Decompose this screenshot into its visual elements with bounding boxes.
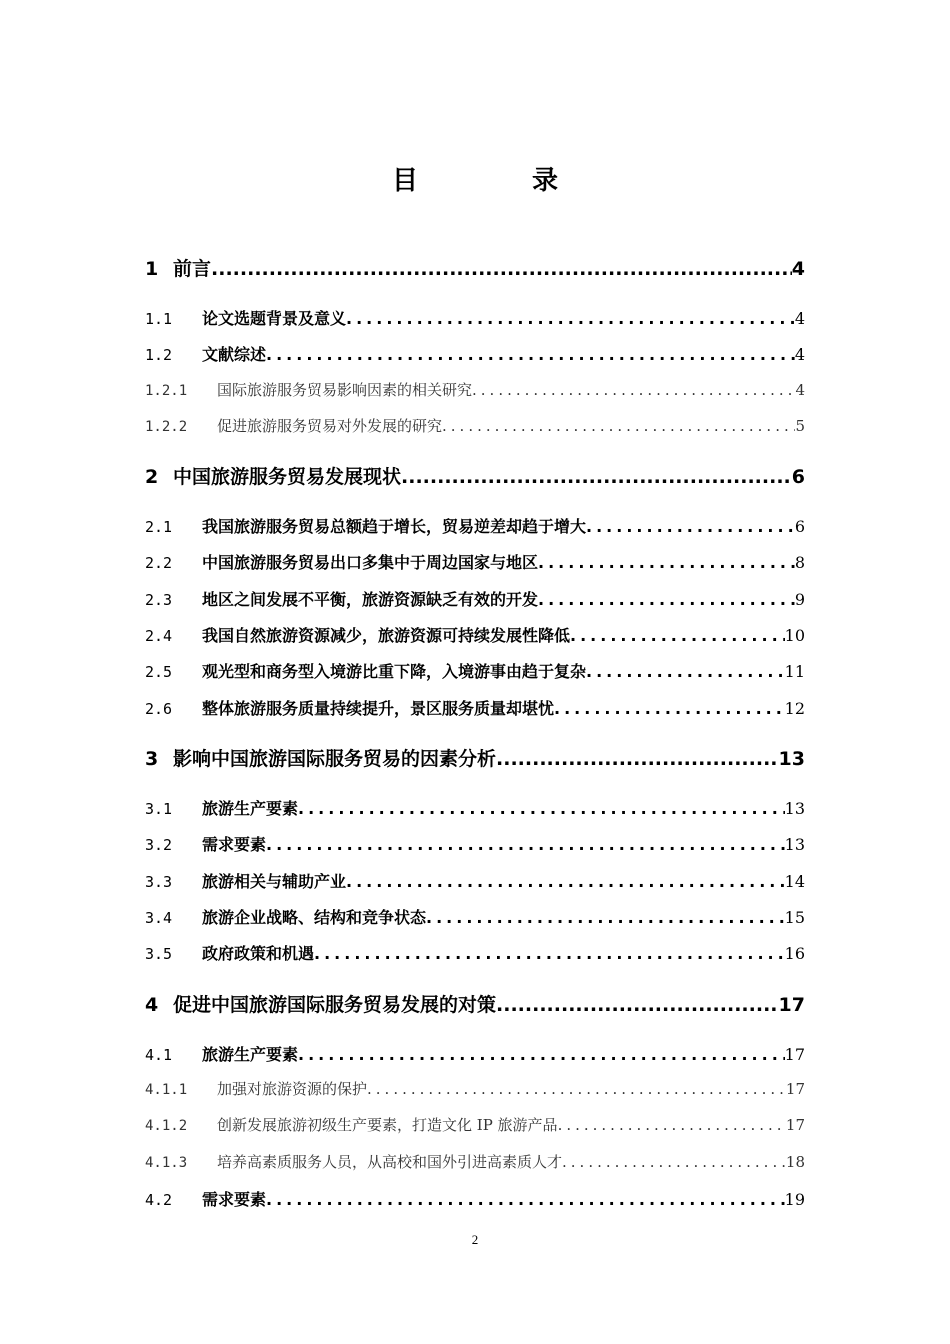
toc-entry[interactable] [145, 306, 805, 329]
toc-entry-number: 4.1.1 [145, 1082, 188, 1098]
toc-entry-number: 2.1 [145, 518, 173, 536]
page-number: 2 [471, 1232, 479, 1247]
toc-dot-leader [266, 835, 785, 854]
toc-entry[interactable] [145, 905, 805, 928]
toc-entry-label: 我国旅游服务贸易总额趋于增长，贸易逆差却趋于增大 [202, 517, 587, 536]
toc-dot-leader [314, 944, 785, 963]
toc-dot-leader [266, 1190, 785, 1209]
toc-entry-number: 3.3 [145, 873, 173, 891]
toc-entry-label: 加强对旅游资源的保护 [217, 1080, 368, 1098]
toc-entry[interactable] [145, 550, 805, 573]
toc-entry[interactable] [145, 623, 805, 646]
toc-dot-leader [586, 662, 785, 681]
toc-entry-label: 观光型和商务型入境游比重下降，入境游事由趋于复杂 [202, 662, 587, 681]
toc-entry-number: 4.1.2 [145, 1118, 188, 1134]
toc-dot-leader [558, 1116, 786, 1134]
toc-entry-page: 17 [785, 1116, 805, 1134]
toc-entry[interactable] [145, 1114, 805, 1135]
toc-entry-number: 2.2 [145, 554, 173, 572]
toc-dot-leader [346, 309, 795, 328]
toc-dot-leader [496, 748, 779, 770]
toc-entry-label: 地区之间发展不平衡，旅游资源缺乏有效的开发 [202, 590, 539, 609]
toc-dot-leader [554, 699, 785, 718]
toc-entry-number: 4.1 [145, 1046, 173, 1064]
toc-dot-leader [211, 258, 792, 280]
toc-entry-number: 2.4 [145, 627, 173, 645]
toc-dot-leader [496, 994, 779, 1016]
toc-dot-leader [472, 381, 795, 399]
toc-dot-leader [346, 872, 785, 891]
toc-entry-label: 促进旅游服务贸易对外发展的研究 [217, 417, 443, 435]
toc-entry[interactable] [145, 990, 805, 1017]
toc-entry-page: 4 [791, 258, 805, 280]
toc-entry-label: 国际旅游服务贸易影响因素的相关研究 [217, 381, 473, 399]
toc-entry[interactable] [145, 869, 805, 892]
toc-entry-label: 需求要素 [202, 835, 267, 854]
toc-entry-page: 17 [784, 1045, 805, 1064]
toc-entry-number: 1.2.1 [145, 383, 188, 399]
toc-entry[interactable] [145, 462, 805, 489]
toc-entry-number: 2.5 [145, 663, 173, 681]
toc-entry-label: 培养高素质服务人员，从高校和国外引进高素质人才 [217, 1153, 563, 1171]
toc-dot-leader [442, 417, 795, 435]
toc-entry-number: 2 [145, 466, 159, 488]
toc-entry-number: 2.3 [145, 591, 173, 609]
toc-entry-number: 4.2 [145, 1191, 173, 1209]
toc-entry-number: 1 [145, 258, 159, 280]
toc-entry[interactable] [145, 1151, 805, 1172]
toc-entry-label: 影响中国旅游国际服务贸易的因素分析 [173, 748, 497, 770]
toc-entry[interactable] [145, 659, 805, 682]
toc-entry[interactable] [145, 832, 805, 855]
toc-entry-label: 整体旅游服务质量持续提升，景区服务质量却堪忧 [202, 699, 555, 718]
toc-dot-leader [367, 1080, 786, 1098]
toc-entry-page: 12 [784, 699, 805, 718]
toc-dot-leader [562, 1153, 786, 1171]
toc-entry-page: 6 [794, 517, 805, 536]
toc-entry[interactable] [145, 941, 805, 964]
toc-entry-label: 旅游企业战略、结构和竞争状态 [202, 908, 427, 927]
toc-entry[interactable] [145, 379, 805, 400]
toc-entry-label: 中国旅游服务贸易发展现状 [173, 466, 402, 488]
toc-entry-number: 2.6 [145, 700, 173, 718]
toc-entry-page: 4 [795, 381, 805, 399]
toc-entry-page: 4 [794, 345, 805, 364]
toc-dot-leader [538, 590, 795, 609]
toc-entry-page: 13 [778, 748, 805, 770]
toc-entry-number: 1.2 [145, 346, 173, 364]
toc-dot-leader [401, 466, 792, 488]
toc-entry-page: 9 [794, 590, 805, 609]
toc-entry-number: 3.2 [145, 836, 173, 854]
toc-entry[interactable] [145, 514, 805, 537]
toc-entry-label: 旅游相关与辅助产业 [202, 872, 347, 891]
toc-entry-label: 创新发展旅游初级生产要素，打造文化 IP 旅游产品 [217, 1116, 558, 1134]
toc-entry-number: 4 [145, 994, 159, 1016]
toc-entry-number: 3.4 [145, 909, 173, 927]
toc-entry-label: 文献综述 [202, 345, 267, 364]
toc-entry[interactable] [145, 342, 805, 365]
toc-entry-number: 1.2.2 [145, 419, 188, 435]
toc-entry-page: 17 [778, 994, 805, 1016]
toc-entry-page: 13 [784, 835, 805, 854]
toc-dot-leader [298, 1045, 785, 1064]
toc-entry-page: 17 [785, 1080, 805, 1098]
toc-entry-page: 10 [784, 626, 805, 645]
toc-entry-label: 促进中国旅游国际服务贸易发展的对策 [173, 994, 497, 1016]
toc-entry-label: 中国旅游服务贸易出口多集中于周边国家与地区 [202, 553, 539, 572]
toc-entry-page: 4 [794, 309, 805, 328]
toc-entry-page: 14 [784, 872, 805, 891]
toc-title: 目 录 [391, 166, 602, 196]
toc-entry-number: 3 [145, 748, 159, 770]
toc-entry[interactable] [145, 696, 805, 719]
toc-entry[interactable] [145, 1078, 805, 1099]
toc-dot-leader [538, 553, 795, 572]
toc-entry-page: 19 [784, 1190, 805, 1209]
toc-entry[interactable] [145, 587, 805, 610]
toc-entry-label: 前言 [173, 258, 212, 280]
toc-entry-page: 11 [784, 662, 805, 681]
toc-entry-number: 3.1 [145, 800, 173, 818]
toc-entry-page: 8 [794, 553, 805, 572]
toc-dot-leader [570, 626, 785, 645]
toc-entry[interactable] [145, 744, 805, 771]
toc-entry[interactable] [145, 1187, 805, 1210]
toc-entry-label: 论文选题背景及意义 [202, 309, 347, 328]
toc-entry[interactable] [145, 254, 805, 281]
toc-entry-number: 4.1.3 [145, 1155, 188, 1171]
toc-entry-page: 15 [784, 908, 805, 927]
toc-entry[interactable] [145, 415, 805, 436]
toc-dot-leader [426, 908, 785, 927]
toc-entry[interactable] [145, 796, 805, 819]
toc-entry-number: 3.5 [145, 945, 173, 963]
toc-entry-page: 18 [785, 1153, 805, 1171]
toc-entry-label: 我国自然旅游资源减少，旅游资源可持续发展性降低 [202, 626, 571, 645]
toc-entry-label: 政府政策和机遇 [202, 944, 315, 963]
toc-dot-leader [266, 345, 795, 364]
toc-entry-page: 13 [784, 799, 805, 818]
toc-dot-leader [586, 517, 795, 536]
toc-entry-label: 旅游生产要素 [202, 799, 299, 818]
toc-entry-label: 旅游生产要素 [202, 1045, 299, 1064]
toc-entry-page: 16 [784, 944, 805, 963]
toc-entry-number: 1.1 [145, 310, 173, 328]
toc-entry-page: 5 [795, 417, 805, 435]
toc-entry[interactable] [145, 1042, 805, 1065]
toc-entry-label: 需求要素 [202, 1190, 267, 1209]
toc-entry-page: 6 [791, 466, 805, 488]
toc-dot-leader [298, 799, 785, 818]
